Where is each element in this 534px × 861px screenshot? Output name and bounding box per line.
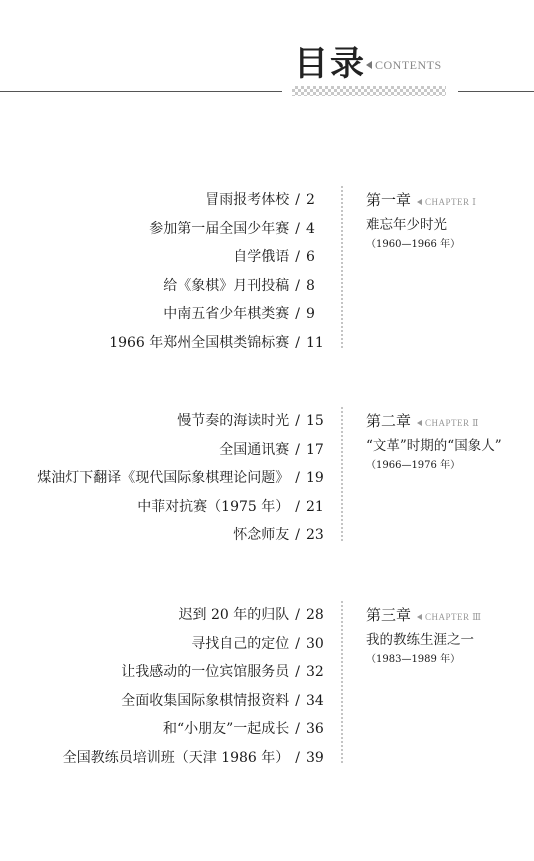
toc-entry[interactable] [37,521,324,550]
toc-entry-title: 自学俄语 [233,249,290,266]
toc-page-number: 11 [306,334,324,351]
toc-entry[interactable] [63,630,324,659]
toc-entry-title: 给《象棋》月刊投稿 [163,277,290,294]
toc-entry-title: 和“小朋友”一起成长 [162,721,290,738]
chapter-heading [366,411,502,474]
toc-entry[interactable] [37,464,324,493]
chapter-english [417,418,479,428]
toc-entry-title: 全国通讯赛 [219,441,290,458]
toc-page-number: 6 [306,249,315,266]
chapter-number: 第二章 [366,412,412,430]
toc-entry-title: 全面收集国际象棋情报资料 [121,692,290,709]
toc-separator: / [295,498,300,515]
toc-entries [109,186,324,358]
chapter-english-text: CHAPTER Ⅱ [425,418,479,428]
contents-subtitle [366,58,442,73]
chapter-english [417,612,481,622]
toc-separator: / [295,192,300,208]
toc-entry[interactable] [109,243,320,272]
toc-separator: / [295,306,300,323]
toc-entry[interactable] [109,329,324,358]
dotted-divider [341,407,343,541]
toc-entry[interactable] [37,407,324,436]
toc-separator: / [295,470,300,487]
toc-entry-title: 中南五省少年棋类赛 [163,306,290,323]
dotted-divider [341,186,343,348]
toc-entry[interactable] [63,687,324,716]
triangle-left-icon [417,614,422,620]
toc-separator: / [295,277,300,294]
toc-entry[interactable] [37,436,324,465]
toc-page-number: 32 [306,664,324,681]
toc-entry[interactable] [63,715,324,744]
toc-entry[interactable] [37,493,324,522]
contents-subtitle-text: CONTENTS [375,58,442,72]
chapter-title: “文革”时期的“国象人” [366,438,502,454]
header-rule-left [0,91,282,92]
toc-entries [37,407,324,550]
toc-entry[interactable] [62,744,324,773]
toc-page-number: 30 [306,635,324,652]
triangle-left-icon [417,420,422,426]
toc-entry[interactable] [109,272,320,301]
toc-entry[interactable] [63,658,324,687]
toc-page-number: 34 [306,692,324,709]
toc-separator: / [295,721,300,738]
toc-page-number: 39 [306,749,324,766]
toc-entry[interactable] [109,186,320,215]
toc-entry[interactable] [63,601,324,630]
toc-entry[interactable] [109,300,320,329]
toc-separator: / [295,249,300,266]
chapter-number-row [366,605,481,627]
toc-page-number: 19 [306,470,324,487]
toc-separator: / [295,334,300,351]
toc-separator: / [295,413,300,429]
chapter-title: 难忘年少时光 [366,217,447,233]
toc-page-number: 23 [306,527,324,544]
header-rule-right [458,91,534,92]
chapter-english-text: CHAPTER Ⅲ [425,612,482,622]
toc-separator: / [295,749,300,766]
toc-entries [62,601,324,773]
toc-separator: / [295,220,300,237]
toc-separator: / [295,635,300,652]
toc-entry-title: 1966 年郑州全国棋类锦标赛 [109,334,290,351]
chapter-years: （1960—1966 年） [366,239,461,250]
toc-page-number: 17 [306,441,324,458]
chapter-number: 第一章 [366,191,412,209]
toc-page-number: 2 [306,192,315,208]
toc-separator: / [295,607,300,623]
toc-page-number: 21 [306,498,324,515]
toc-entry-title: 寻找自己的定位 [191,635,290,652]
header-checker-pattern [292,86,446,96]
toc-page-number: 36 [306,721,324,738]
chapter-english-text: CHAPTER Ⅰ [425,197,477,207]
toc-page-number: 4 [306,220,315,237]
toc-separator: / [295,441,300,458]
toc-page-number: 9 [306,306,315,323]
toc-entry-title: 中菲对抗赛（1975 年） [137,498,290,515]
chapter-heading [366,605,481,668]
chapter-number-row [366,411,502,433]
toc-entry-title: 让我感动的一位宾馆服务员 [121,664,290,681]
chapter-years: （1983—1989 年） [366,654,461,665]
toc-page-number: 8 [306,277,315,294]
chapter-english [417,197,476,207]
toc-entry-title: 冒雨报考体校 [205,192,290,208]
chapter-number-row [366,190,476,212]
toc-entry-title: 迟到 20 年的归队 [178,607,290,623]
toc-separator: / [295,527,300,544]
toc-separator: / [295,664,300,681]
toc-entry-title: 全国教练员培训班（天津 1986 年） [62,749,290,766]
toc-entry-title: 参加第一届全国少年赛 [149,220,290,237]
chapter-heading [366,190,476,253]
toc-separator: / [295,692,300,709]
toc-page-number: 15 [306,413,324,429]
toc-entry-title: 煤油灯下翻译《现代国际象棋理论问题》 [37,470,290,487]
toc-entry-title: 怀念师友 [233,527,290,544]
toc-entry-title: 慢节奏的海读时光 [177,413,290,429]
page-title: 目录 [294,44,366,84]
dotted-divider [341,601,343,763]
toc-entry[interactable] [109,215,320,244]
chapter-number: 第三章 [366,606,412,624]
triangle-left-icon [417,199,422,205]
chapter-years: （1966—1976 年） [366,460,461,471]
chapter-title: 我的教练生涯之一 [366,632,474,648]
triangle-left-icon [366,61,372,69]
toc-page-number: 28 [306,607,324,623]
